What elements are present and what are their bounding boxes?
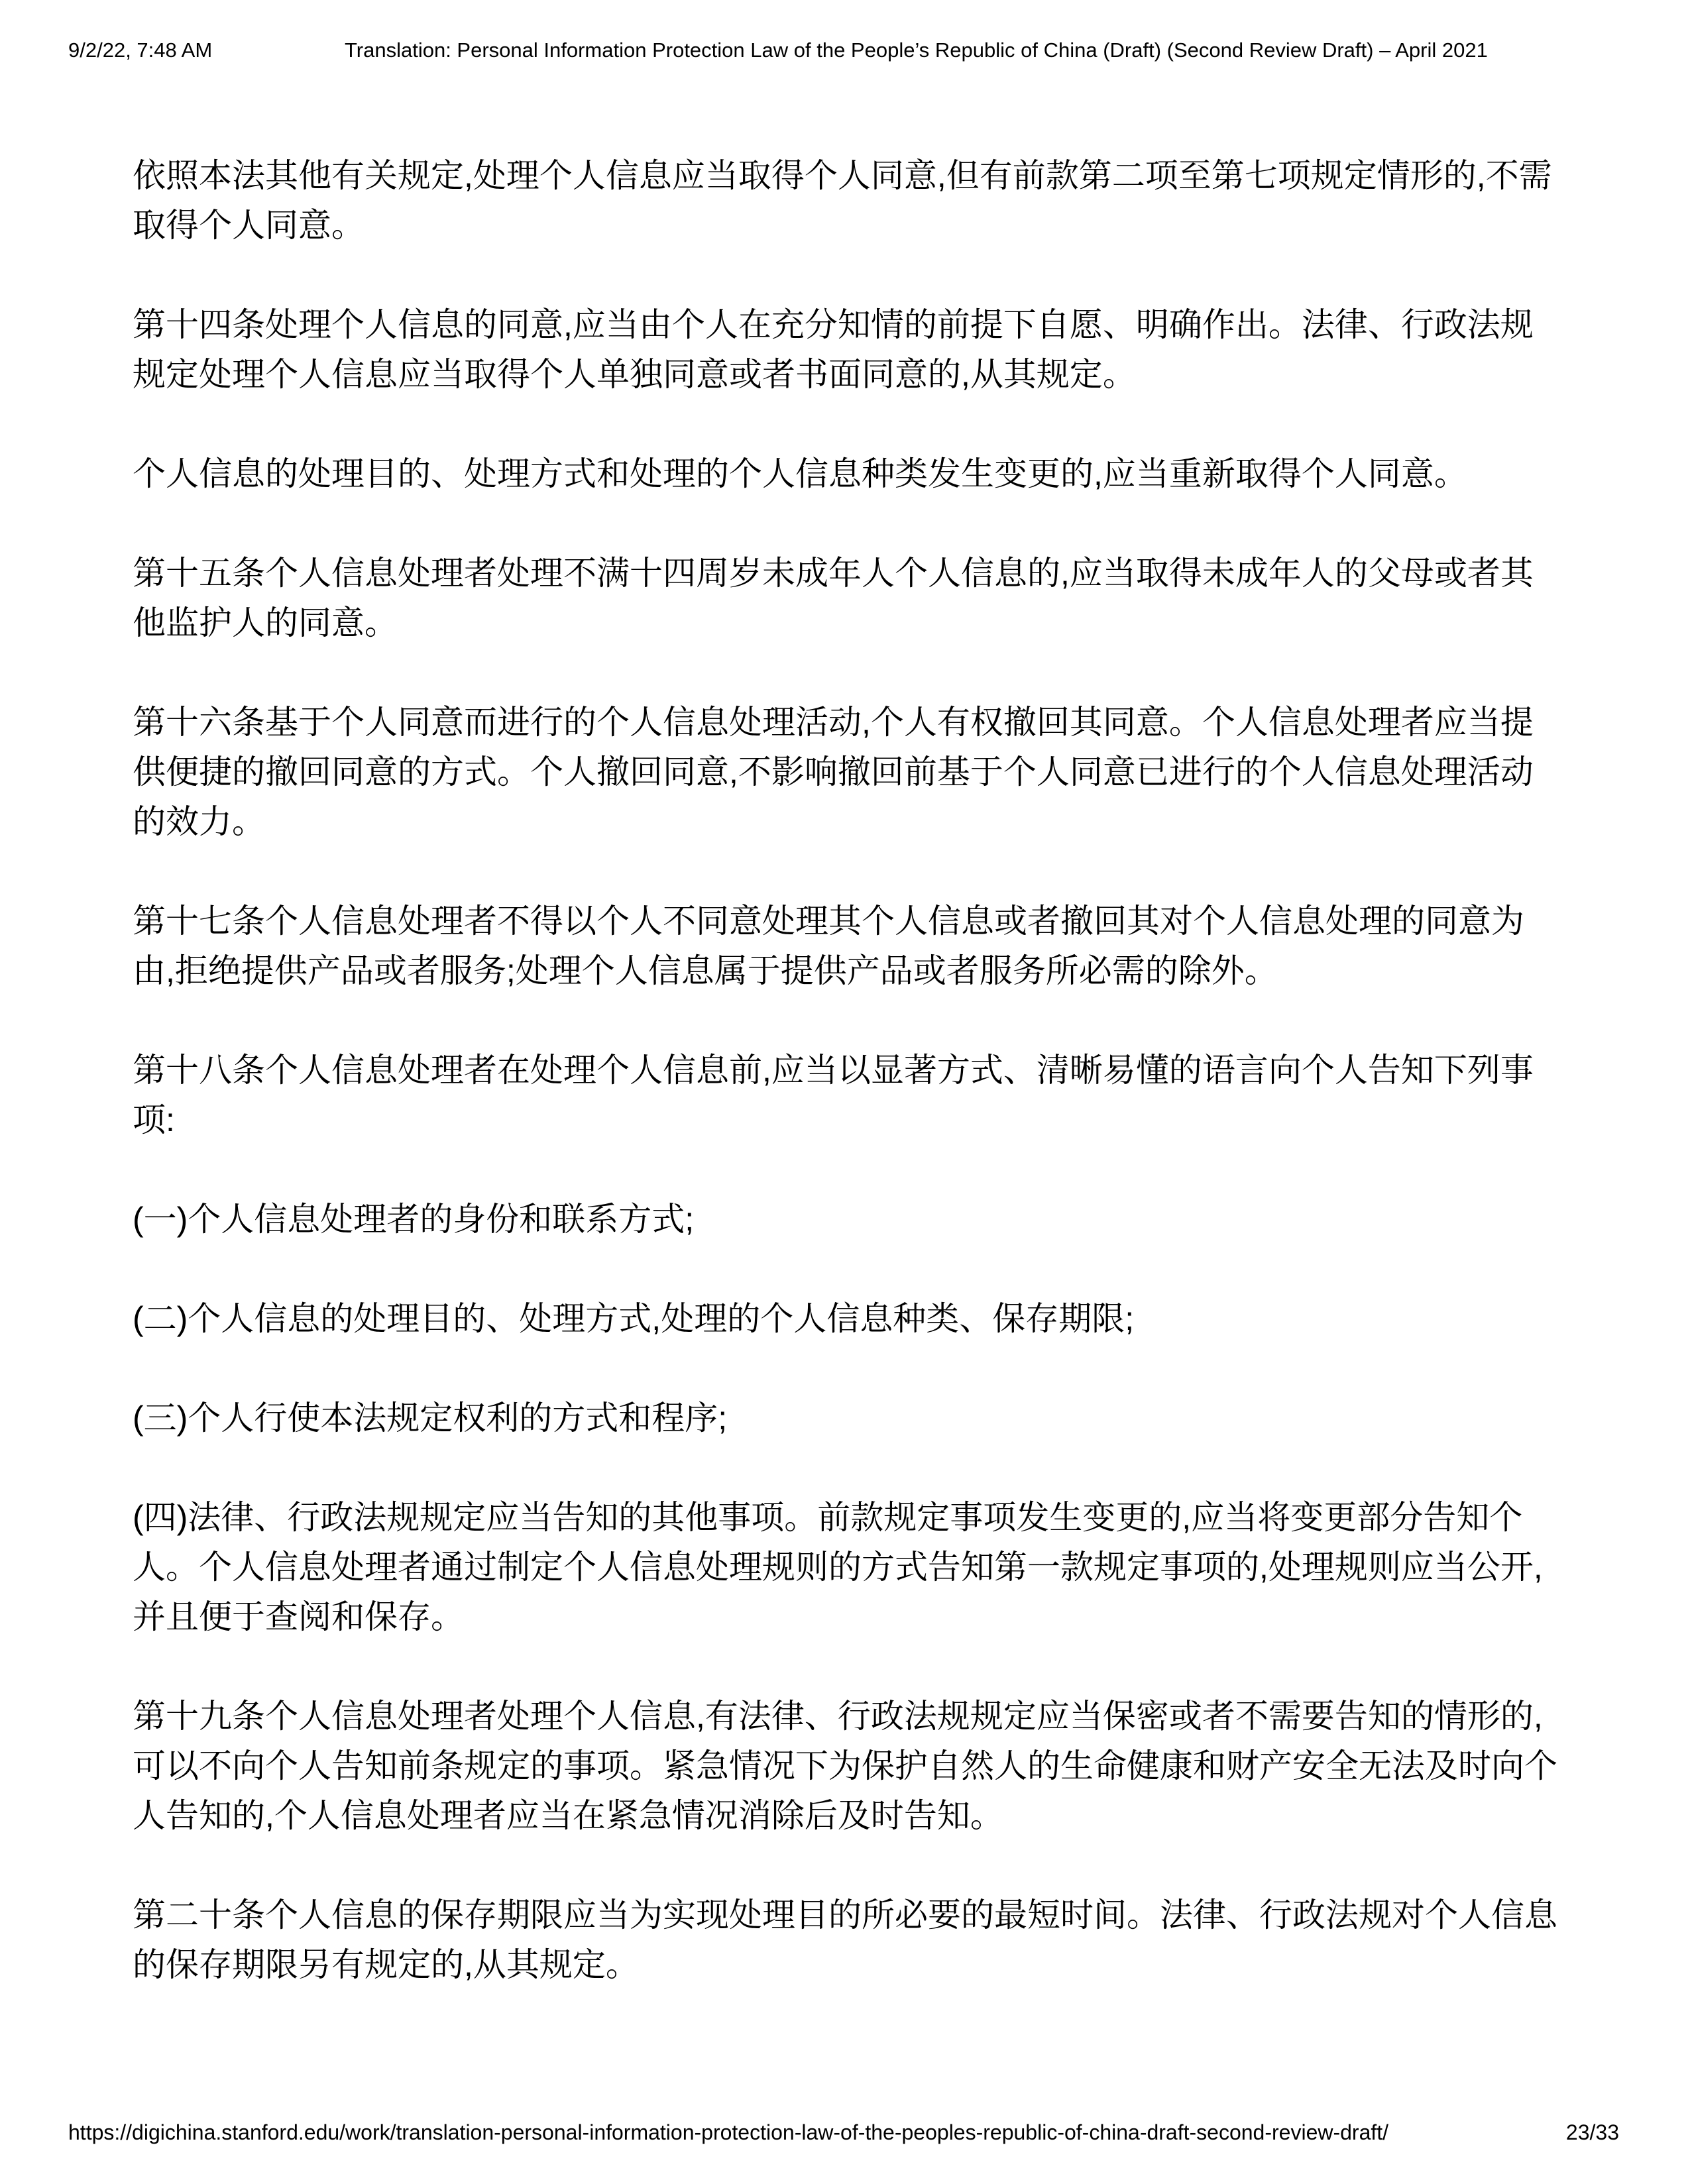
- print-header-title: Translation: Personal Information Protection Law of the People’s Republic of China (Draft) (Second Review Draft) – April 2021: [345, 38, 1488, 62]
- paragraph-article-16: 第十六条基于个人同意而进行的个人信息处理活动,个人有权撤回其同意。个人信息处理者应当提供便捷的撤回同意的方式。个人撤回同意,不影响撤回前基于个人同意已进行的个人信息处理活动的效力。: [133, 704, 1534, 840]
- paragraph-article-15: 第十五条个人信息处理者处理不满十四周岁未成年人个人信息的,应当取得未成年人的父母或者其他监护人的同意。: [133, 555, 1534, 641]
- print-footer: [68, 2120, 1619, 2145]
- paragraph-article-19: 第十九条个人信息处理者处理个人信息,有法律、行政法规规定应当保密或者不需要告知的情形的,可以不向个人告知前条规定的事项。紧急情况下为保护自然人的生命健康和财产安全无法及时向个人告知的,个人信息处理者应当在紧急情况消除后及时告知。: [133, 1698, 1557, 1834]
- print-header-datetime: 9/2/22, 7:48 AM: [68, 38, 213, 62]
- paragraph-article-20: 第二十条个人信息的保存期限应当为实现处理目的所必要的最短时间。法律、行政法规对个人信息的保存期限另有规定的,从其规定。: [133, 1896, 1557, 1983]
- document-body: [133, 101, 1557, 2040]
- paragraph-article-17: 第十七条个人信息处理者不得以个人不同意处理其个人信息或者撤回其对个人信息处理的同意为由,拒绝提供产品或者服务;处理个人信息属于提供产品或者服务所必需的除外。: [133, 902, 1524, 989]
- list-item-1: (一)个人信息处理者的身份和联系方式;: [133, 1201, 695, 1238]
- paragraph-article-18: 第十八条个人信息处理者在处理个人信息前,应当以显著方式、清晰易懂的语言向个人告知下列事项:: [133, 1052, 1534, 1138]
- paragraph-article-14-clause-2: 个人信息的处理目的、处理方式和处理的个人信息种类发生变更的,应当重新取得个人同意。: [133, 455, 1467, 492]
- paragraph-article-14: 第十四条处理个人信息的同意,应当由个人在充分知情的前提下自愿、明确作出。法律、行政法规规定处理个人信息应当取得个人单独同意或者书面同意的,从其规定。: [133, 306, 1534, 393]
- paragraph-article-13-continuation: 依照本法其他有关规定,处理个人信息应当取得个人同意,但有前款第二项至第七项规定情形的,不需取得个人同意。: [133, 157, 1552, 244]
- list-item-3: (三)个人行使本法规定权利的方式和程序;: [133, 1399, 728, 1437]
- print-footer-page-indicator: 23/33: [1565, 2120, 1619, 2144]
- list-item-4-and-provisions: (四)法律、行政法规规定应当告知的其他事项。前款规定事项发生变更的,应当将变更部分告知个人。个人信息处理者通过制定个人信息处理规则的方式告知第一款规定事项的,处理规则应当公开,并且便于查阅和保存。: [133, 1499, 1543, 1635]
- print-footer-url: https://digichina.stanford.edu/work/translation-personal-information-protection-law-of-the-peoples-republic-of-china-draft-second-review-draft/: [68, 2120, 1389, 2144]
- list-item-2: (二)个人信息的处理目的、处理方式,处理的个人信息种类、保存期限;: [133, 1300, 1135, 1337]
